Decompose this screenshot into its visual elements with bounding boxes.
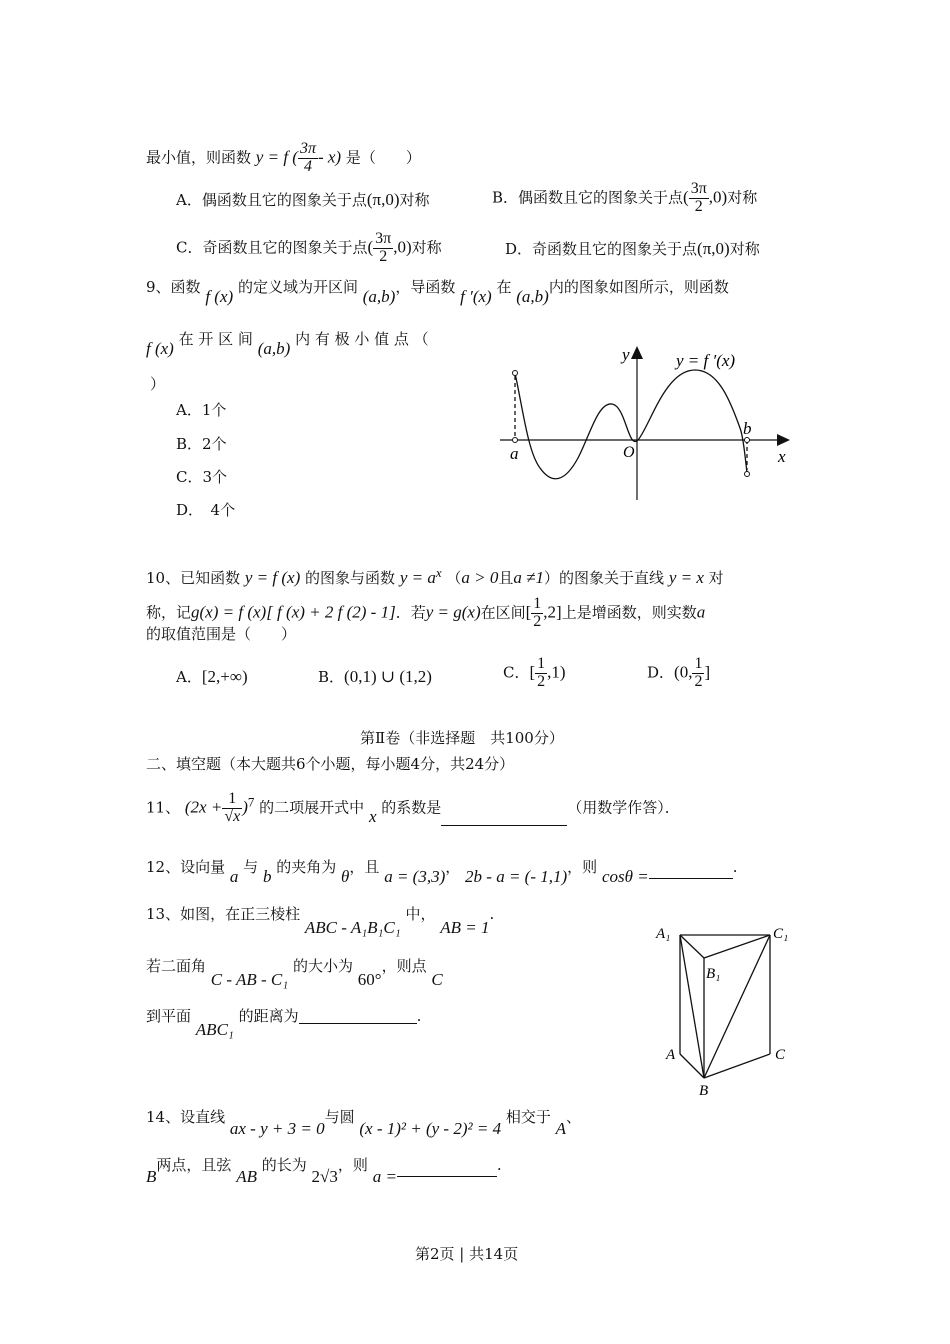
- text: 与圆: [324, 1108, 355, 1126]
- math-expr: cosθ =: [601, 867, 649, 886]
- math-expr: - x): [317, 147, 342, 167]
- fraction: [222, 791, 242, 826]
- math-expr: ABC - A₁B₁C₁: [304, 918, 401, 937]
- point-a-label: a: [510, 444, 519, 463]
- paren: ,0): [708, 187, 728, 207]
- math-expr: a = (3,3): [384, 867, 446, 886]
- q9-option-c: C．3个: [176, 468, 228, 486]
- text: ，导函数: [395, 278, 456, 296]
- paren: ,0): [393, 237, 412, 257]
- text: ．若: [395, 603, 426, 622]
- denominator: 2: [694, 672, 703, 690]
- label-a: A: [666, 1047, 676, 1063]
- text: 是（ ）: [345, 148, 421, 167]
- point: (π,0): [366, 190, 400, 209]
- q8-option-a: [176, 191, 430, 208]
- text: 对称: [411, 238, 442, 257]
- fraction: [689, 181, 709, 216]
- q9-line1: [146, 278, 729, 306]
- text: .: [489, 905, 495, 923]
- text: ）的图象关于直线: [544, 569, 665, 587]
- q8-continuation: [146, 141, 421, 176]
- answer-blank[interactable]: [649, 878, 733, 879]
- q10-option-d: [647, 656, 710, 691]
- endpoint-a-top: [513, 371, 518, 376]
- numerator: 3π: [375, 230, 392, 247]
- math-var: b: [262, 867, 272, 886]
- q14-line2: [146, 1156, 502, 1186]
- text: 对称: [729, 240, 760, 258]
- answer-blank[interactable]: [397, 1176, 497, 1177]
- math-expr: AB = 1: [440, 918, 490, 937]
- label-b: B: [699, 1083, 709, 1099]
- page-footer: 第2页 | 共14页: [415, 1245, 519, 1263]
- math-expr: f (x): [146, 339, 174, 358]
- numerator: 3π: [299, 140, 316, 157]
- text: 12、设向量: [146, 858, 226, 876]
- denominator: 4: [303, 157, 312, 175]
- point-b-label: b: [743, 419, 752, 438]
- denominator: 2: [537, 672, 546, 690]
- x-axis-label: x: [778, 447, 786, 466]
- edge-b1c1: [704, 935, 770, 958]
- text: ，则: [567, 858, 598, 876]
- text: 相交于: [505, 1108, 551, 1126]
- bracket: [: [529, 662, 536, 682]
- label-a1: A₁: [656, 926, 671, 942]
- text: 在 开 区 间: [178, 330, 253, 348]
- text: 、: [566, 1108, 582, 1126]
- text: 9、函数: [146, 278, 201, 296]
- math-expr: ): [242, 797, 248, 817]
- text: 中，: [405, 905, 436, 923]
- answer-blank[interactable]: [441, 825, 567, 826]
- q11: [146, 791, 680, 826]
- edge-bc1: [704, 935, 770, 1078]
- label: B．: [318, 668, 345, 686]
- math-expr: f ′(x): [460, 287, 492, 306]
- math-expr: AB: [236, 1167, 257, 1186]
- text: ，且: [349, 858, 380, 876]
- math-expr: y = f (x): [244, 568, 301, 587]
- text: 到平面: [146, 1007, 192, 1025]
- math-var: A: [555, 1119, 567, 1138]
- math-expr: y = x: [668, 568, 704, 587]
- q8-option-b: [492, 181, 757, 216]
- text: 的大小为: [292, 957, 353, 975]
- answer-blank[interactable]: [299, 1023, 417, 1024]
- text: 对: [708, 569, 724, 587]
- paren: (: [683, 187, 689, 207]
- math-expr: ax - y + 3 = 0: [229, 1119, 325, 1138]
- superscript: x: [435, 565, 442, 580]
- numerator: 1: [694, 655, 703, 672]
- endpoint-b: [745, 438, 750, 443]
- denominator: 2: [694, 197, 703, 215]
- text: 的系数是: [381, 798, 442, 817]
- text: 的夹角为: [276, 858, 337, 876]
- math-expr: (a,b): [516, 287, 549, 306]
- text: 的图象与函数: [305, 569, 396, 587]
- denominator: 2: [379, 247, 388, 265]
- math-expr: (a,b): [362, 287, 396, 306]
- math-expr: (0,1) ∪ (1,2): [344, 667, 432, 686]
- text: 若二面角: [146, 957, 207, 975]
- text: ，则: [337, 1156, 368, 1174]
- text: 对称: [727, 188, 758, 207]
- q10-option-a: [176, 668, 248, 685]
- label: A．偶函数且它的图象关于点: [176, 191, 367, 209]
- label-c1: C₁: [773, 926, 789, 942]
- math-expr: ABC₁: [195, 1020, 234, 1039]
- math-expr: [2,+∞): [201, 667, 248, 686]
- math-expr: a ≠1: [513, 568, 545, 587]
- text: 的二项展开式中: [259, 798, 365, 817]
- exponent: 7: [247, 794, 255, 810]
- label: D．: [647, 663, 675, 682]
- section-title: 第Ⅱ卷（非选择题 共100分）: [360, 729, 564, 747]
- math-var: C: [431, 970, 443, 989]
- fraction: [531, 596, 543, 631]
- endpoint-a: [513, 438, 518, 443]
- q12: [146, 858, 738, 886]
- text: 13、如图，在正三棱柱: [146, 905, 301, 923]
- paren: (: [367, 237, 374, 257]
- text: 的距离为: [238, 1007, 299, 1025]
- y-axis-arrow-icon: [631, 346, 643, 359]
- q8-option-c: [176, 231, 442, 266]
- bracket: ,1): [547, 662, 566, 682]
- q9-line3: ）: [150, 375, 166, 393]
- text: 与: [243, 858, 259, 876]
- text: ，: [445, 858, 461, 876]
- numerator: 1: [533, 595, 542, 612]
- fraction: [298, 141, 318, 176]
- math-expr: a =: [372, 1167, 397, 1186]
- text: 内的图象如图所示，则函数: [548, 278, 729, 296]
- q9-line2: [146, 330, 429, 358]
- text: 上是增函数，则实数: [561, 603, 697, 622]
- x-axis-arrow-icon: [777, 434, 790, 446]
- label: B．偶函数且它的图象关于点: [492, 188, 684, 207]
- numerator: 1: [537, 655, 546, 672]
- bracket: [: [525, 602, 532, 622]
- text: 内 有 极 小 值 点 （: [295, 330, 429, 348]
- derivative-curve: [515, 370, 747, 479]
- text: 的长为: [261, 1156, 307, 1174]
- q10-option-c: [503, 656, 566, 691]
- text: 在: [496, 278, 512, 296]
- math-expr: 2b - a = (- 1,1): [465, 867, 568, 886]
- text: .: [496, 1156, 502, 1174]
- numerator: 1: [222, 791, 242, 809]
- label: D．奇函数且它的图象关于点: [505, 240, 698, 258]
- bracket: ]: [704, 662, 711, 682]
- y-axis-label: y: [622, 345, 630, 364]
- q9-option-b: B．2个: [176, 435, 227, 453]
- q13-line1: [146, 905, 495, 937]
- numerator: 3π: [690, 180, 707, 197]
- text: 最小值，则函数: [146, 148, 252, 167]
- math-expr: C - AB - C₁: [210, 970, 289, 989]
- text: 的定义域为开区间: [237, 278, 358, 296]
- bracket: ,2]: [543, 602, 562, 622]
- text: 对称: [399, 191, 430, 209]
- q13-line2: [146, 957, 443, 989]
- q13-line3: [146, 1007, 422, 1039]
- bracket: (0,: [674, 662, 693, 682]
- prism-figure: [652, 918, 802, 1100]
- math-expr: (x - 1)² + (y - 2)² = 4: [359, 1119, 502, 1138]
- text: （用数学作答）．: [567, 798, 680, 817]
- q10-line1: [146, 566, 724, 586]
- text: .: [416, 1007, 422, 1025]
- text: ，则点: [381, 957, 427, 975]
- text: 14、设直线: [146, 1108, 226, 1126]
- label: C．奇函数且它的图象关于点: [176, 238, 368, 257]
- label-b1: B₁: [706, 966, 721, 982]
- math-var: a: [696, 602, 706, 622]
- math-expr: (2x +: [184, 797, 223, 817]
- text: 在区间: [480, 603, 526, 622]
- text: 两点，且弦: [156, 1156, 232, 1174]
- math-var: θ: [341, 867, 350, 886]
- endpoint-b-bottom: [745, 472, 750, 477]
- math-expr: a > 0: [461, 568, 499, 587]
- q10-option-b: [318, 668, 432, 685]
- label: A．: [176, 668, 202, 686]
- math-expr: y = g(x): [425, 602, 481, 622]
- fraction: [535, 656, 547, 691]
- text: （: [446, 569, 462, 587]
- q10-line3: 的取值范围是（ ）: [146, 625, 297, 643]
- fraction: [692, 656, 704, 691]
- q14-line1: [146, 1108, 582, 1138]
- question-number: 11、: [146, 798, 181, 817]
- edge-a1b: [680, 935, 704, 1078]
- math-var: x: [368, 807, 377, 827]
- math-expr: (a,b): [257, 339, 291, 358]
- text: .: [732, 858, 738, 876]
- curve-label: y = f ′(x): [676, 351, 736, 370]
- math-expr: g(x) = f (x)[ f (x) + 2 f (2) - 1]: [191, 602, 396, 622]
- math-var: a: [229, 867, 239, 886]
- derivative-graph: [490, 340, 800, 510]
- label: C．: [503, 663, 530, 682]
- label-c: C: [775, 1047, 786, 1063]
- denominator: √x: [224, 807, 241, 825]
- point: (π,0): [697, 239, 730, 258]
- q9-option-d: D． 4个: [176, 501, 236, 519]
- math-expr: y = f (: [255, 147, 298, 167]
- text: 称，记: [146, 603, 192, 622]
- text: 且: [498, 569, 514, 587]
- math-expr: 60°: [357, 970, 382, 989]
- math-var: B: [146, 1167, 157, 1186]
- origin-label: O: [623, 444, 635, 461]
- q8-option-d: [505, 240, 760, 257]
- q9-option-a: A．1个: [176, 401, 227, 419]
- section-heading: 二、填空题（本大题共6个小题，每小题4分，共24分）: [146, 755, 515, 773]
- math-expr: 2√3: [311, 1167, 338, 1186]
- math-expr: y = a: [399, 568, 436, 587]
- fraction: [373, 231, 393, 266]
- math-expr: f (x): [205, 287, 234, 306]
- denominator: 2: [533, 612, 542, 630]
- text: 10、已知函数: [146, 569, 241, 587]
